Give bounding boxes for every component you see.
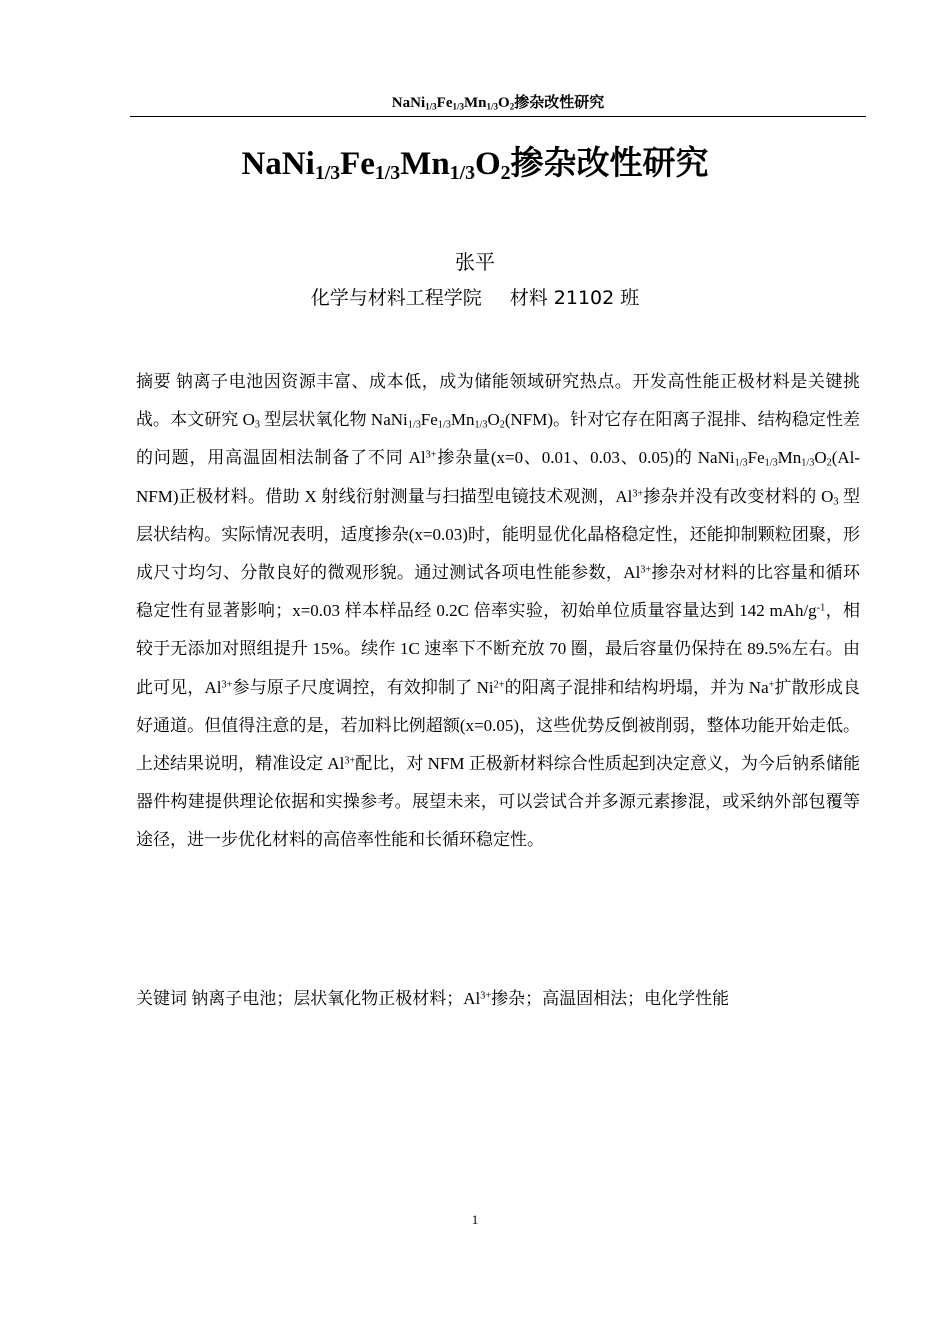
header-text: O bbox=[498, 95, 510, 111]
affiliation-class: 材料 21102 班 bbox=[509, 287, 640, 309]
header-subscript: 1/3 bbox=[486, 101, 499, 112]
abstract-text: Mn bbox=[450, 410, 475, 430]
abstract-text: Fe bbox=[747, 448, 765, 468]
abstract-superscript: 2+ bbox=[493, 679, 505, 691]
abstract-text: 扩散形成良好通道。但值得注意的是，若加料比例超额(x=0.05)，这些优势反倒被削弱，整体功能开始走低。上述结果说明，精准设定 Al bbox=[136, 677, 861, 774]
abstract-text: 掺杂量(x=0、0.01、0.03、0.05)的 NaNi bbox=[436, 448, 735, 468]
abstract-text: (Al-NFM)正极材料。借助 X 射线衍射测量与扫描型电镜技术观测，Al bbox=[136, 448, 861, 506]
abstract-subscript: 3 bbox=[254, 419, 260, 431]
abstract-text: ，相较于无添加对照组提升 15%。续作 1C 速率下不断充放 70 圈，最后容量仍保持在 89.5%左右。由此可见，Al bbox=[136, 601, 860, 697]
abstract-subscript: 1/3 bbox=[734, 457, 748, 469]
abstract-subscript: 2 bbox=[499, 419, 505, 431]
title-text: Fe bbox=[340, 146, 375, 182]
header-text: Fe bbox=[436, 95, 453, 111]
abstract-text: Mn bbox=[777, 448, 802, 468]
header-divider bbox=[130, 116, 866, 117]
paper-title bbox=[100, 142, 850, 186]
abstract-superscript: 3+ bbox=[632, 488, 644, 499]
keywords-label: 关键词 bbox=[136, 989, 187, 1009]
header-subscript: 1/3 bbox=[452, 101, 464, 112]
abstract-superscript: 3+ bbox=[221, 679, 233, 691]
header-subscript: 1/3 bbox=[425, 101, 437, 112]
running-header bbox=[130, 94, 866, 112]
header-subscript: 2 bbox=[509, 101, 515, 112]
title-subscript: 1/3 bbox=[314, 161, 341, 184]
header-text: Mn bbox=[464, 95, 487, 111]
title-subscript: 2 bbox=[500, 161, 511, 184]
keywords-superscript: 3+ bbox=[480, 990, 492, 1002]
title-text: O bbox=[474, 146, 501, 182]
abstract-subscript: 1/3 bbox=[801, 457, 815, 469]
abstract-text: 钠离子电池因资源丰富、成本低，成为储能领域研究热点。开发高性能正极材料是关键挑战。本文研究 O bbox=[136, 372, 861, 430]
header-text: NaNi bbox=[391, 95, 426, 111]
abstract-text: O bbox=[814, 448, 827, 468]
title-text: 掺杂改性研究 bbox=[510, 146, 709, 182]
author-affiliation bbox=[0, 285, 950, 311]
abstract-superscript: 3+ bbox=[640, 564, 652, 576]
abstract-subscript: 1/3 bbox=[764, 457, 778, 469]
abstract-subscript: 1/3 bbox=[437, 419, 451, 431]
abstract-subscript: 1/3 bbox=[407, 419, 421, 431]
abstract-text: 型层状结构。实际情况表明，适度掺杂(x=0.03)时，能明显优化晶格稳定性，还能抑制颗粒团聚，形成尺寸均匀、分散良好的微观形貌。通过测试各项电性能参数，Al bbox=[136, 486, 860, 583]
abstract-text: 参与原子尺度调控，有效抑制了 Ni bbox=[232, 677, 494, 697]
keywords-text: 掺杂；高温固相法；电化学性能 bbox=[491, 989, 730, 1008]
author-name: 张平 bbox=[455, 250, 495, 274]
abstract-superscript: + bbox=[768, 679, 775, 691]
abstract-text: 型层状氧化物 NaNi bbox=[260, 410, 408, 430]
title-subscript: 1/3 bbox=[374, 161, 401, 184]
abstract-subscript: 3 bbox=[833, 496, 839, 508]
header-text: 掺杂改性研究 bbox=[514, 95, 605, 111]
abstract-text: 掺杂并没有改变材料的 O bbox=[643, 486, 834, 506]
abstract-label: 摘要 bbox=[136, 372, 172, 392]
abstract-subscript: 2 bbox=[826, 457, 832, 469]
abstract-superscript: -1 bbox=[816, 602, 826, 614]
abstract-subscript: 1/3 bbox=[474, 419, 488, 431]
abstract-text: 的阳离子混排和结构坍塌，并为 Na bbox=[504, 677, 769, 697]
abstract-text: 配比，对 NFM 正极新材料综合性质起到决定意义，为今后钠系储能器件构建提供理论依据和实操参考。展望未来，可以尝试合并多源元素掺混，或采纳外部包覆等途径，进一步优化材料的高倍率性能和长循环稳定性。 bbox=[136, 754, 860, 850]
abstract bbox=[136, 363, 860, 860]
title-text: NaNi bbox=[241, 146, 315, 182]
abstract-text: Fe bbox=[420, 410, 438, 430]
abstract-text: 掺杂对材料的比容量和循环稳定性有显著影响；x=0.03 样本样品经 0.2C 倍率实验，初始单位质量容量达到 142 mAh/g bbox=[136, 563, 861, 621]
keywords bbox=[136, 984, 860, 1014]
abstract-text: O bbox=[487, 410, 500, 430]
title-text: Mn bbox=[400, 146, 450, 182]
keywords-text: 钠离子电池；层状氧化物正极材料；Al bbox=[187, 989, 481, 1008]
abstract-text: (NFM)。针对它存在阳离子混排、结构稳定性差的问题，用高温固相法制备了不同 Al bbox=[136, 410, 860, 468]
page-number: 1 bbox=[471, 1212, 479, 1227]
affiliation-school: 化学与材料工程学院 bbox=[310, 287, 482, 309]
abstract-superscript: 3+ bbox=[425, 449, 437, 461]
title-subscript: 1/3 bbox=[449, 161, 475, 184]
abstract-superscript: 3+ bbox=[344, 755, 356, 767]
